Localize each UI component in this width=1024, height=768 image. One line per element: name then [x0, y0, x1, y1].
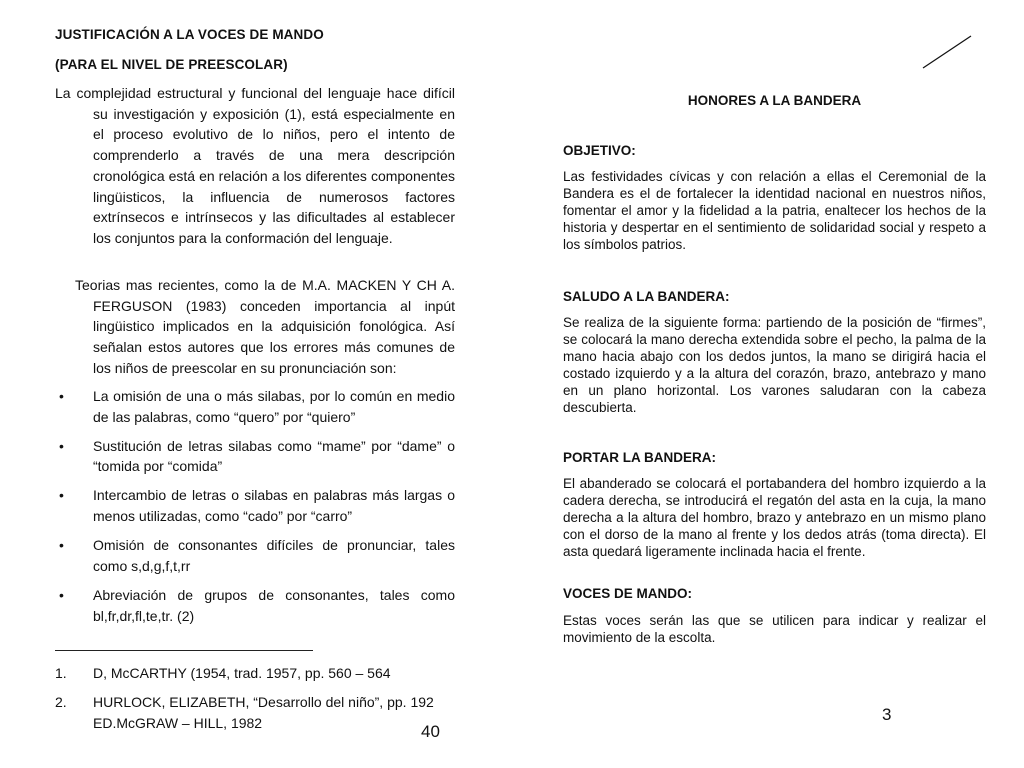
list-item [55, 585, 455, 626]
intro-paragraph: La complejidad estructural y funcional del lenguaje hace difícil su investigación y exposición (1), está especialmente en el proceso evolutivo de lo niños, pero el intento de comprenderlo a través de una mera descripción cronológica está en relación a los diferentes componentes lingüisticos, la influencia de numerosos factores extrínsecos e intrínsecos y las dificultades al establecer los conjuntos para la conformación del lenguaje. [55, 85, 455, 246]
bullet-icon: • [59, 437, 64, 454]
list-item [55, 386, 455, 427]
list-item-text: Sustitución de letras silabas como “mame” por “dame” o “tomida por “comida” [93, 437, 455, 475]
list-item-text: La omisión de una o más silabas, por lo común en medio de las palabras, como “quero” por “quiero” [93, 388, 455, 425]
pronunciation-errors-list [55, 386, 455, 635]
list-item [55, 436, 455, 477]
section-body-voces: Estas voces serán las que se utilicen para indicar y realizar el movimiento de la escolta. [563, 613, 986, 645]
footnote-text: D, McCARTHY (1954, trad. 1957, pp. 560 – 564 [93, 665, 391, 681]
list-item [55, 485, 455, 526]
footnote-divider [55, 650, 313, 651]
footnote-1 [55, 663, 455, 684]
section-heading-saludo: SALUDO A LA BANDERA: [563, 289, 730, 304]
footnote-number: 1. [55, 665, 67, 681]
left-page-title: JUSTIFICACIÓN A LA VOCES DE MANDO [55, 27, 324, 42]
footnote-number: 2. [55, 694, 67, 710]
right-page-title: HONORES A LA BANDERA [687, 93, 862, 108]
section-body-portar: El abanderado se colocará el portabandera del hombro izquierdo a la cadera derecha, se introducirá el regatón del asta en la cuja, la mano derecha a la altura del hombro, brazo y antebrazo en un mismo plano con el dorso de la mano al frente y los dedos atrás (toma directa). El asta quedará ligeramente inclinada hacia el frente. [563, 476, 986, 559]
list-item-text: Intercambio de letras o silabas en palabras más largas o menos utilizadas, como “cado” por “carro” [93, 487, 455, 525]
list-item [55, 535, 455, 576]
bullet-icon: • [59, 586, 64, 603]
pen-stroke-mark [922, 34, 974, 70]
section-body-objetivo: Las festividades cívicas y con relación a ellas el Ceremonial de la Bandera es el de fortalecer la identidad nacional en nuestros niños, fomentar el amor y la fidelidad a la patria, enaltecer los hechos de la historia y despertar en el sentimiento de solidaridad social y respeto a los símbolos patrios. [563, 169, 986, 252]
list-item-text: Omisión de consonantes difíciles de pronunciar, tales como s,d,g,f,t,rr [93, 537, 455, 574]
bullet-icon: • [59, 388, 64, 404]
right-page [512, 0, 1024, 768]
section-body-saludo: Se realiza de la siguiente forma: partiendo de la posición de “firmes”, se colocará la mano derecha extendida sobre el pecho, la palma de la mano hacia abajo con los dedos juntos, la mano se dirigirá hacia el costado izquierdo y a la altura del corazón, brazo, antebrazo y mano en un plano horizontal. Los varones saludaran con la cabeza descubierta. [563, 315, 986, 415]
right-page-number: 3 [882, 705, 892, 724]
left-page-subtitle: (PARA EL NIVEL DE PREESCOLAR) [55, 57, 288, 72]
theories-paragraph: Teorias mas recientes, como la de M.A. MACKEN Y CH A. FERGUSON (1983) conceden importancia al inpút lingüistico implicados en la adquisición fonológica. Así señalan estos autores que los errores más comunes de los niños de preescolar en su pronunciación son: [75, 277, 455, 376]
bullet-icon: • [59, 537, 64, 554]
section-heading-portar: PORTAR LA BANDERA: [563, 450, 716, 465]
list-item-text: Abreviación de grupos de consonantes, tales como bl,fr,dr,fl,te,tr. (2) [93, 586, 455, 624]
footnote-text: HURLOCK, ELIZABETH, “Desarrollo del niño”, pp. 192 ED.McGRAW – HILL, 1982 [93, 694, 434, 731]
left-page-number: 40 [421, 722, 440, 741]
section-heading-voces: VOCES DE MANDO: [563, 586, 693, 601]
footnote-2 [55, 692, 455, 733]
bullet-icon: • [59, 487, 64, 504]
section-heading-objetivo: OBJETIVO: [563, 143, 636, 158]
